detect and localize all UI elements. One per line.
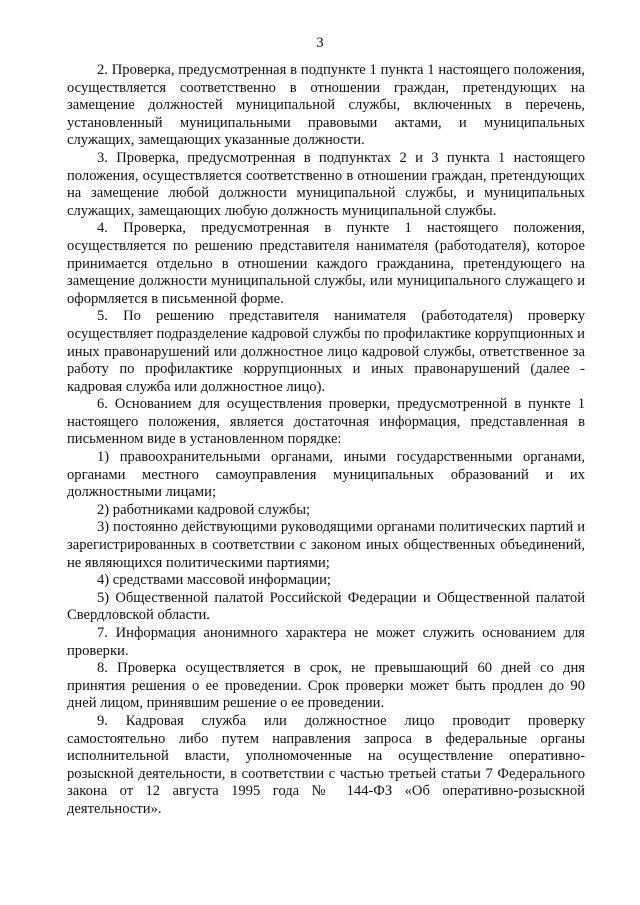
page-number: 3 <box>316 35 324 51</box>
paragraph-item-6: 6. Основанием для осуществления проверки, предусмотренной в пункте 1 настоящего положения, является достаточная информация, представленная в письменном виде в установленном порядке: <box>67 396 585 448</box>
paragraph-item-3: 3. Проверка, предусмотренная в подпунктах 2 и 3 пункта 1 настоящего положения, осуществляется соответственно в отношении граждан, претендующих на замещение любой должности муниципальной службы, и муниципальных служащих, замещающих любую должность муниципальной службы. <box>67 149 585 219</box>
paragraph-item-8: 8. Проверка осуществляется в срок, не превышающий 60 дней со дня принятия решения о ее проведении. Срок проверки может быть продлен до 90 дней лицом, принявшим решение о ее проведении. <box>67 660 585 712</box>
paragraph-item-2: 2. Проверка, предусмотренная в подпункте 1 пункта 1 настоящего положения, осуществляется соответственно в отношении граждан, претендующих на замещение должностей муниципальной службы, включенных в перечень, установленный муниципальными правовыми актами, и муниципальных служащих, замещающих указанные должности. <box>67 62 585 149</box>
paragraph-item-7: 7. Информация анонимного характера не может служить основанием для проверки. <box>67 625 585 659</box>
paragraph-item-5: 5. По решению представителя нанимателя (работодателя) проверку осуществляет подразделение кадровой службы по профилактике коррупционных и иных правонарушений или должностное лицо кадровой службы, ответственное за работу по профилактике коррупционных и иных правонарушений (далее - кадровая служба или должностное лицо). <box>67 308 585 395</box>
document-body <box>67 62 585 819</box>
list-item-6-3: 3) постоянно действующими руководящими органами политических партий и зарегистрированных в соответствии с законом иных общественных объединений, не являющихся политическими партиями; <box>67 519 585 571</box>
list-item-6-1: 1) правоохранительными органами, иными государственными органами, органами местного самоуправления муниципальных образований и их должностными лицами; <box>67 449 585 501</box>
list-item-6-4: 4) средствами массовой информации; <box>97 572 331 589</box>
paragraph-item-4: 4. Проверка, предусмотренная в пункте 1 настоящего положения, осуществляется по решению представителя нанимателя (работодателя), которое принимается отдельно в отношении каждого гражданина, претендующего на замещение должности муниципальной службы, или муниципального служащего и оформляется в письменной форме. <box>67 220 585 307</box>
list-item-6-2: 2) работниками кадровой службы; <box>97 501 311 518</box>
list-item-6-5: 5) Общественной палатой Российской Федерации и Общественной палатой Свердловской области. <box>67 589 585 624</box>
paragraph-item-9: 9. Кадровая служба или должностное лицо проводит проверку самостоятельно либо путем направления запроса в федеральные органы исполнительной власти, уполномоченные на осуществление оперативно-розыскной деятельности, в соответствии с частью третьей статьи 7 Федерального закона от 12 августа 1995 года № 144-ФЗ «Об оперативно-розыскной деятельности». <box>67 712 585 817</box>
